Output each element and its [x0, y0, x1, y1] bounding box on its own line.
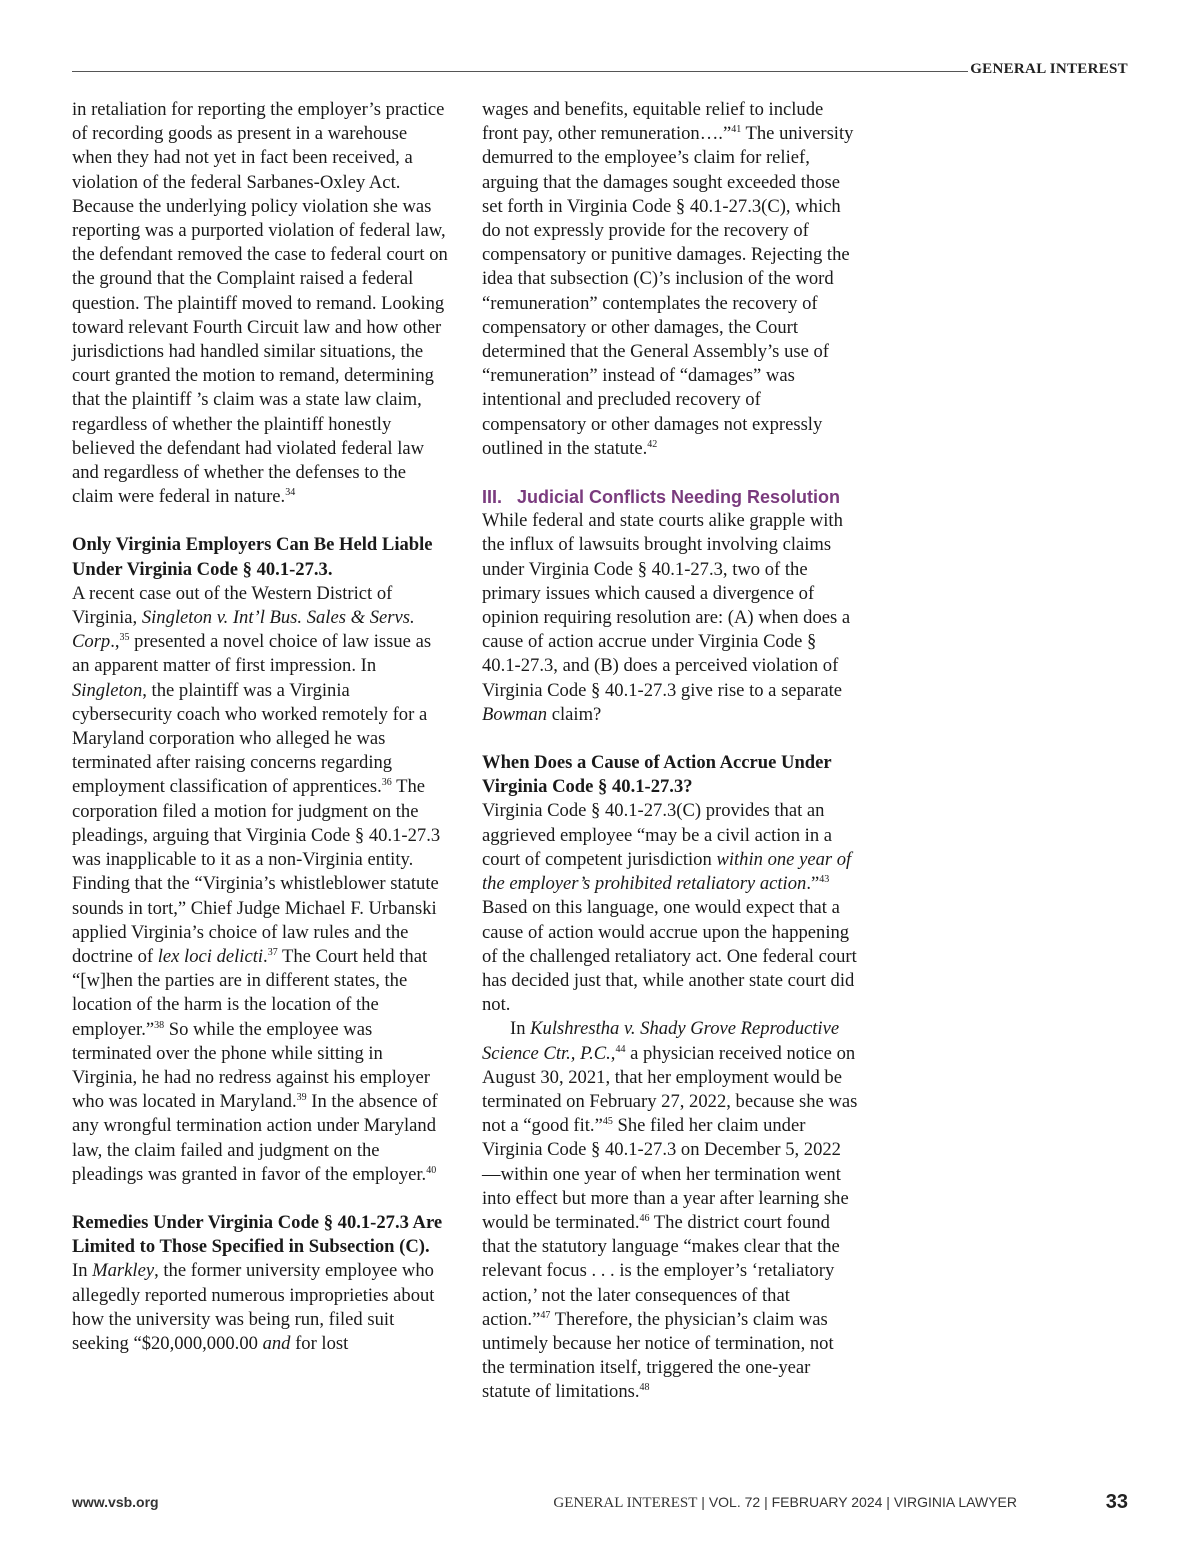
subheading: Only Virginia Employers Can Be Held Liable Under Virginia Code § 40.1-27.3.	[72, 534, 433, 580]
page-number: 33	[1105, 1491, 1128, 1513]
footnote-ref: 34	[285, 487, 296, 499]
footnote-ref: 40	[426, 1164, 437, 1176]
footnote-ref: 36	[381, 777, 392, 789]
footnote-ref: 37	[267, 946, 278, 958]
footnote-ref: 42	[647, 438, 658, 450]
paragraph: in retaliation for reporting the employer’s practice of recording goods as present in a warehouse when they had not yet in fact been received, a violation of the federal Sarbanes-Oxley Act. Because the underlying policy violation she was reporting was a purported violation of federal law, the defendant removed the case to federal court on the ground that the Complaint raised a federal question. The plaintiff moved to remand. Looking toward relevant Fourth Circuit law and how other jurisdictions had handled similar situations, the court granted the motion to remand, determining that the plaintiff ’s claim was a state law claim, regardless of whether the plaintiff honestly believed the defendant had violated federal law and regardless of whether the defenses to the claim were federal in nature.$^{34}$	[72, 99, 448, 508]
footnote-ref: 46	[639, 1212, 650, 1224]
footnote-ref: 48	[639, 1382, 650, 1394]
footnote-ref: 38	[154, 1019, 165, 1031]
paragraph: While federal and state courts alike grapple with the influx of lawsuits brought involving claims under Virginia Code § 40.1-27.3, two of the primary issues which caused a divergence of opinion requiring resolution are: (A) when does a cause of action accrue under Virginia Code § 40.1-27.3, and (B) does a perceived violation of Virginia Code § 40.1-27.3 give rise to a separate Bowman claim?	[482, 510, 851, 725]
paragraph: In Markley, the former university employee who allegedly reported numerous improprieties about how the university was being run, filed suit seeking “$20,000,000.00 and for lost	[72, 1260, 435, 1354]
section-label: GENERAL INTEREST	[970, 61, 1128, 77]
subheading: Remedies Under Virginia Code § 40.1-27.3 Are Limited to Those Specified in Subsection (C).	[72, 1211, 443, 1258]
header-rule	[72, 71, 968, 72]
section-heading: III. Judicial Conflicts Needing Resolution	[482, 487, 841, 508]
footnote-ref: 35	[119, 632, 130, 644]
footnote-ref: 47	[540, 1309, 551, 1321]
footnote-ref: 44	[615, 1043, 626, 1055]
paragraph: wages and benefits, equitable relief to include front pay, other remuneration….”$^{41}$ The university demurred to the employee’s claim for relief, arguing that the damages sought exceeded those set forth in Virginia Code § 40.1-27.3(C), which do not expressly provide for the recovery of compensatory or punitive damages. Rejecting the idea that subsection (C)’s inclusion of the word “remuneration” contemplates the recovery of compensatory or other damages, the Court determined that the General Assembly’s use of “remuneration” instead of “damages” was intentional and precluded recovery of compensatory or other damages not expressly outlined in the statute.$^{42}$	[482, 99, 854, 459]
website-link[interactable]: www.vsb.org	[72, 1494, 159, 1510]
paragraph: In Kulshrestha v. Shady Grove Reproductive Science Ctr., P.C.,$^{44}$ a physician received notice on August 30, 2021, that her employment would be terminated on February 27, 2022, because she was not a “good fit.”$^{45}$ She filed her claim under Virginia Code § 40.1-27.3 on December 5, 2022—within one year of when her termination went into effect but more than a year after learning she would be terminated.$^{46}$ The district court found that the statutory language “makes clear that the relevant focus . . . is the employer’s ‘retaliatory action,’ not the later consequences of that action.”$^{47}$ Therefore, the physician’s claim was untimely because her notice of termination, not the termination itself, triggered the one-year statute of limitations.$^{48}$	[482, 1018, 858, 1403]
paragraph: Virginia Code § 40.1-27.3(C) provides that an aggrieved employee “may be a civil action in a court of competent jurisdiction within one year of the employer’s prohibited retaliatory action.”$^{43}$ Based on this language, one would expect that a cause of action would accrue upon the happening of the challenged retaliatory act. One federal court has decided just that, while another state court did not.	[482, 800, 857, 1016]
left-column	[72, 98, 448, 1356]
footnote-ref: 39	[296, 1092, 307, 1104]
footer-publication-info: GENERAL INTEREST | VOL. 72 | FEBRUARY 2024 | VIRGINIA LAWYER	[553, 1494, 1017, 1511]
subheading: When Does a Cause of Action Accrue Under Virginia Code § 40.1-27.3?	[482, 752, 832, 798]
footnote-ref: 45	[602, 1116, 613, 1128]
footnote-ref: 41	[731, 124, 742, 136]
paragraph: A recent case out of the Western District of Virginia, Singleton v. Int’l Bus. Sales & Servs. Corp.,$^{35}$ presented a novel choice of law issue as an apparent matter of first impression. In Singleton, the plaintiff was a Virginia cybersecurity coach who worked remotely for a Maryland corporation who alleged he was terminated after raising concerns regarding employment classification of apprentices.$^{36}$ The corporation filed a motion for judgment on the pleadings, arguing that Virginia Code § 40.1-27.3 was inapplicable to it as a non-Virginia entity. Finding that the “Virginia’s whistleblower statute sounds in tort,” Chief Judge Michael F. Urbanski applied Virginia’s choice of law rules and the doctrine of lex loci delicti.$^{37}$ The Court held that “[w]hen the parties are in different states, the location of the harm is the location of the employer.”$^{38}$ So while the employee was terminated over the phone while sitting in Virginia, he had no redress against his employer who was located in Maryland.$^{39}$ In the absence of any wrongful termination action under Maryland law, the claim failed and judgment on the pleadings was granted in favor of the employer.$^{40}$	[72, 582, 441, 1185]
footnote-ref: 43	[819, 874, 830, 886]
right-column	[482, 98, 858, 1405]
